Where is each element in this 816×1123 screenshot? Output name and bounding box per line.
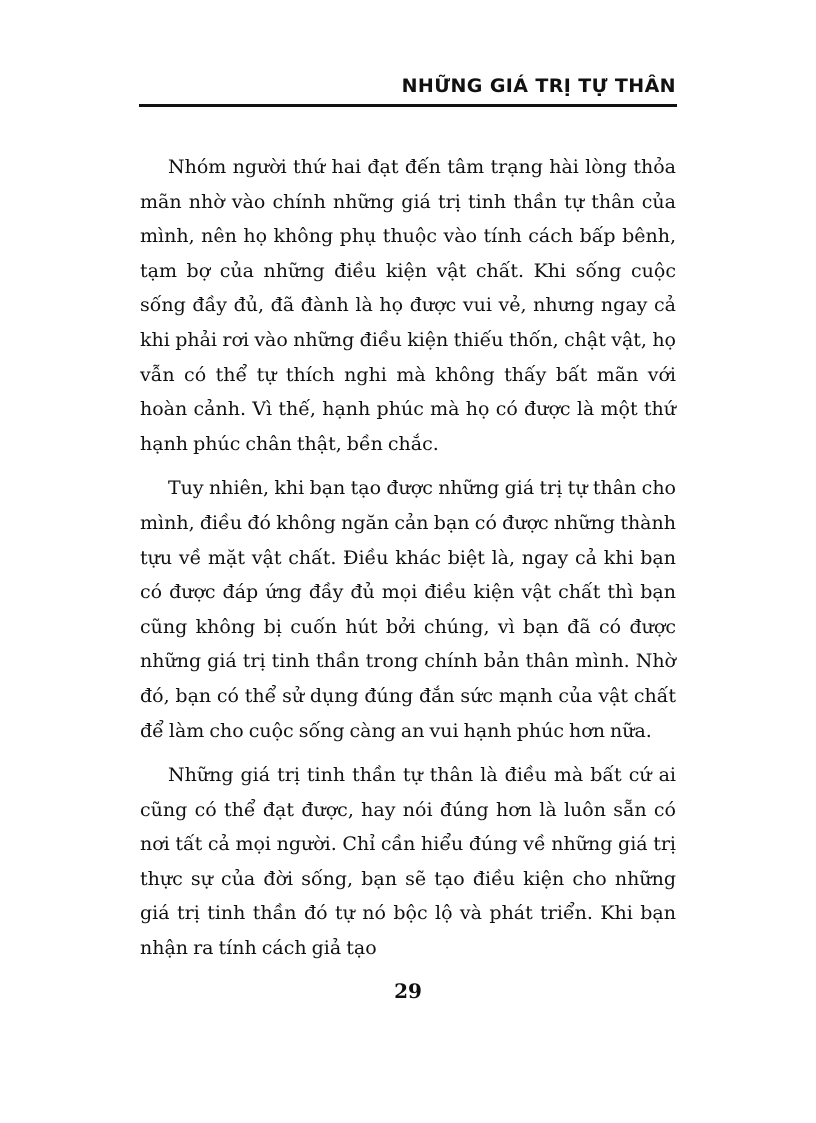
header-rule <box>139 104 677 107</box>
body-text <box>140 150 676 976</box>
paragraph-3: Những giá trị tinh thần tự thân là điều mà bất cứ ai cũng có thể đạt được, hay nói đúng hơn là luôn sẵn có nơi tất cả mọi người. Chỉ cần hiểu đúng về những giá trị thực sự của đời sống, bạn sẽ tạo điều kiện cho những giá trị tinh thần đó tự nó bộc lộ và phát triển. Khi bạn nhận ra tính cách giả tạo <box>140 764 676 960</box>
page-number: 29 <box>394 979 422 1003</box>
running-header-title: NHỮNG GIÁ TRỊ TỰ THÂN <box>401 75 676 97</box>
paragraph-1: Nhóm người thứ hai đạt đến tâm trạng hài lòng thỏa mãn nhờ vào chính những giá trị tinh thần tự thân của mình, nên họ không phụ thuộc vào tính cách bấp bênh, tạm bợ của những điều kiện vật chất. Khi sống cuộc sống đầy đủ, đã đành là họ được vui vẻ, nhưng ngay cả khi phải rơi vào những điều kiện thiếu thốn, chật vật, họ vẫn có thể tự thích nghi mà không thấy bất mãn với hoàn cảnh. Vì thế, hạnh phúc mà họ có được là một thứ hạnh phúc chân thật, bền chắc. <box>140 156 676 455</box>
paragraph-2: Tuy nhiên, khi bạn tạo được những giá trị tự thân cho mình, điều đó không ngăn cản bạn có được những thành tựu về mặt vật chất. Điều khác biệt là, ngay cả khi bạn có được đáp ứng đầy đủ mọi điều kiện vật chất thì bạn cũng không bị cuốn hút bởi chúng, vì bạn đã có được những giá trị tinh thần trong chính bản thân mình. Nhờ đó, bạn có thể sử dụng đúng đắn sức mạnh của vật chất để làm cho cuộc sống càng an vui hạnh phúc hơn nữa. <box>140 477 676 742</box>
